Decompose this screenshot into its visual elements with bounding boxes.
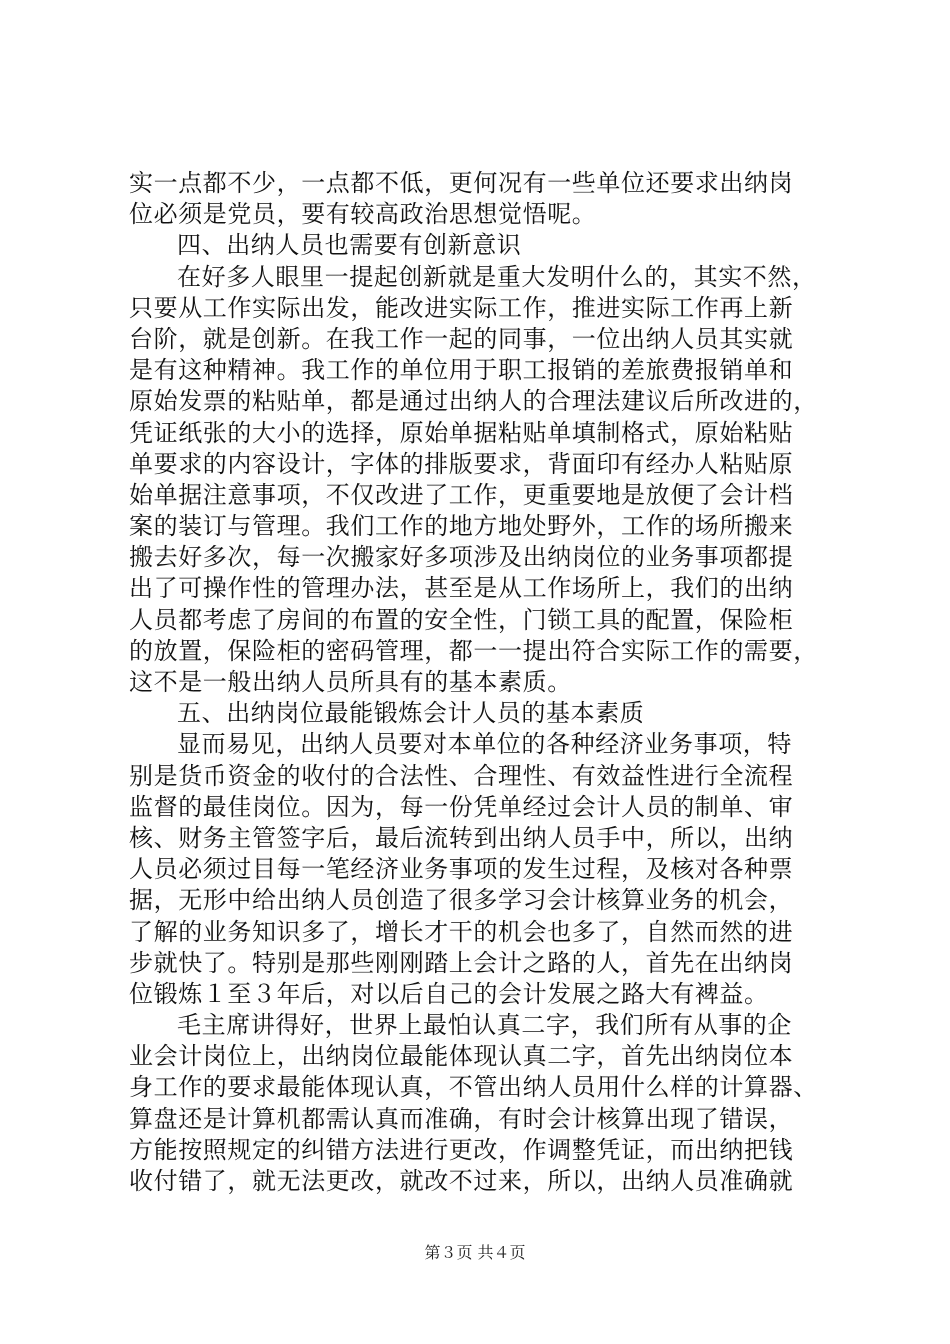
- text-line: 搬去好多次，每一次搬家好多项涉及出纳岗位的业务事项都提: [129, 543, 794, 572]
- paragraph-start: 在好多人眼里一提起创新就是重大发明什么的，其实不然，: [177, 262, 817, 291]
- text-line: 出了可操作性的管理办法，甚至是从工作场所上，我们的出纳: [129, 574, 794, 603]
- text-line: 监督的最佳岗位。因为，每一份凭单经过会计人员的制单、审: [129, 792, 794, 821]
- text-line: 只要从工作实际出发，能改进实际工作，推进实际工作再上新: [129, 293, 794, 322]
- text-line: 台阶，就是创新。在我工作一起的同事，一位出纳人员其实就: [129, 324, 794, 353]
- text-line: 身工作的要求最能体现认真，不管出纳人员用什么样的计算器、: [129, 1073, 818, 1102]
- text-line: 业会计岗位上，出纳岗位最能体现认真二字，首先出纳岗位本: [129, 1042, 794, 1071]
- text-line: 了解的业务知识多了，增长才干的机会也多了，自然而然的进: [129, 917, 794, 946]
- text-line: 位必须是党员，要有较高政治思想觉悟呢。: [129, 200, 597, 229]
- section-heading-5: 五、出纳岗位最能锻炼会计人员的基本素质: [177, 699, 645, 728]
- text-line: 案的装订与管理。我们工作的地方地处野外，工作的场所搬来: [129, 512, 794, 541]
- text-line: 这不是一般出纳人员所具有的基本素质。: [129, 668, 572, 696]
- text-line: 是有这种精神。我工作的单位用于职工报销的差旅费报销单和: [129, 356, 794, 385]
- text-line: 步就快了。特别是那些刚刚踏上会计之路的人，首先在出纳岗: [129, 948, 794, 977]
- paragraph-start: 毛主席讲得好，世界上最怕认真二字，我们所有从事的企: [177, 1011, 792, 1040]
- text-line: 别是货币资金的收付的合法性、合理性、有效益性进行全流程: [129, 761, 794, 790]
- text-line: 位锻炼１至３年后，对以后自己的会计发展之路大有裨益。: [129, 979, 769, 1008]
- document-body: [129, 168, 829, 1197]
- text-line: 实一点都不少，一点都不低，更何况有一些单位还要求出纳岗: [129, 169, 794, 197]
- text-line: 的放置，保险柜的密码管理，都一一提出符合实际工作的需要，: [129, 636, 818, 665]
- text-line: 人员必须过目每一笔经济业务事项的发生过程，及核对各种票: [129, 855, 794, 884]
- page-footer: 第３页 共４页: [424, 1243, 526, 1262]
- text-line: 据，无形中给出纳人员创造了很多学习会计核算业务的机会，: [129, 886, 794, 915]
- text-line: 始单据注意事项，不仅改进了工作，更重要地是放便了会计档: [129, 480, 794, 509]
- paragraph-start: 显而易见，出纳人员要对本单位的各种经济业务事项，特: [177, 730, 792, 759]
- text-line: 收付错了，就无法更改，就改不过来，所以，出纳人员准确就: [129, 1167, 794, 1195]
- text-line: 凭证纸张的大小的选择，原始单据粘贴单填制格式，原始粘贴: [129, 418, 794, 447]
- text-line: 方能按照规定的纠错方法进行更改，作调整凭证，而出纳把钱: [129, 1135, 794, 1164]
- text-line: 人员都考虑了房间的布置的安全性，门锁工具的配置，保险柜: [129, 605, 794, 634]
- text-line: 单要求的内容设计，字体的排版要求，背面印有经办人粘贴原: [129, 449, 794, 478]
- text-line: 核、财务主管签字后，最后流转到出纳人员手中，所以，出纳: [129, 823, 794, 852]
- section-heading-4: 四、出纳人员也需要有创新意识: [177, 231, 522, 260]
- text-line: 算盘还是计算机都需认真而准确，有时会计核算出现了错误，: [129, 1104, 794, 1133]
- text-line: 原始发票的粘贴单，都是通过出纳人的合理法建议后所改进的，: [129, 387, 818, 416]
